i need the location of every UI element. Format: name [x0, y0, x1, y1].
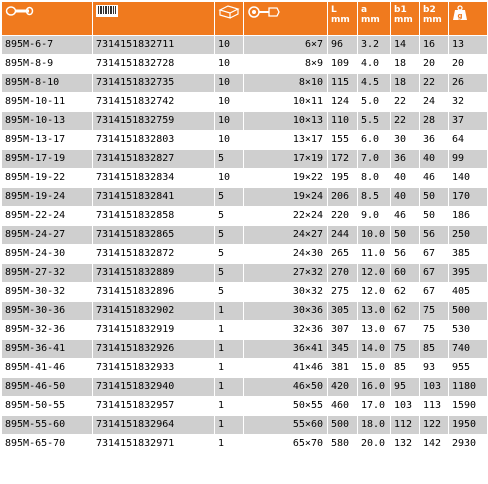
header-b1: [391, 2, 420, 36]
cell-size: 30×36: [244, 302, 328, 321]
cell-b1: 112: [391, 416, 420, 435]
cell-b2: 142: [420, 435, 449, 454]
cell-b1: 40: [391, 169, 420, 188]
cell-pack-quantity: 10: [215, 131, 244, 150]
cell-part-number: 895M-24-30: [2, 245, 93, 264]
cell-ean: 7314151832919: [93, 321, 215, 340]
table-row: [2, 302, 488, 321]
cell-weight: 13: [449, 36, 488, 55]
cell-a: 20.0: [358, 435, 391, 454]
cell-pack-quantity: 1: [215, 359, 244, 378]
cell-a: 12.0: [358, 264, 391, 283]
cell-a: 4.5: [358, 74, 391, 93]
table-row: [2, 283, 488, 302]
cell-b2: 103: [420, 378, 449, 397]
cell-ean: 7314151832841: [93, 188, 215, 207]
cell-b1: 18: [391, 74, 420, 93]
barcode-icon: [96, 5, 214, 17]
table-row: [2, 112, 488, 131]
cell-weight: 395: [449, 264, 488, 283]
cell-pack-quantity: 10: [215, 112, 244, 131]
cell-weight: 186: [449, 207, 488, 226]
cell-ean: 7314151832940: [93, 378, 215, 397]
cell-length: 460: [328, 397, 358, 416]
cell-weight: 140: [449, 169, 488, 188]
cell-length: 265: [328, 245, 358, 264]
cell-size: 27×32: [244, 264, 328, 283]
svg-text:g: g: [457, 12, 463, 20]
cell-size: 24×27: [244, 226, 328, 245]
cell-ean: 7314151832889: [93, 264, 215, 283]
cell-b1: 50: [391, 226, 420, 245]
cell-b1: 67: [391, 321, 420, 340]
header-b1-label: b1: [394, 5, 407, 15]
table-row: [2, 264, 488, 283]
cell-pack-quantity: 5: [215, 264, 244, 283]
cell-weight: 1950: [449, 416, 488, 435]
cell-pack-quantity: 10: [215, 169, 244, 188]
cell-length: 155: [328, 131, 358, 150]
cell-part-number: 895M-17-19: [2, 150, 93, 169]
cell-length: 124: [328, 93, 358, 112]
cell-size: 46×50: [244, 378, 328, 397]
cell-a: 8.0: [358, 169, 391, 188]
cell-part-number: 895M-10-13: [2, 112, 93, 131]
table-row: [2, 93, 488, 112]
cell-length: 580: [328, 435, 358, 454]
cell-ean: 7314151832926: [93, 340, 215, 359]
cell-a: 16.0: [358, 378, 391, 397]
cell-a: 3.2: [358, 36, 391, 55]
cell-a: 5.0: [358, 93, 391, 112]
cell-pack-quantity: 1: [215, 378, 244, 397]
header-size: [244, 2, 328, 36]
cell-part-number: 895M-13-17: [2, 131, 93, 150]
cell-a: 12.0: [358, 283, 391, 302]
cell-weight: 2930: [449, 435, 488, 454]
cell-ean: 7314151832827: [93, 150, 215, 169]
cell-a: 13.0: [358, 321, 391, 340]
cell-part-number: 895M-65-70: [2, 435, 93, 454]
cell-part-number: 895M-32-36: [2, 321, 93, 340]
cell-length: 345: [328, 340, 358, 359]
cell-b2: 67: [420, 264, 449, 283]
cell-a: 6.0: [358, 131, 391, 150]
cell-length: 270: [328, 264, 358, 283]
cell-ean: 7314151832735: [93, 74, 215, 93]
cell-a: 7.0: [358, 150, 391, 169]
cell-a: 18.0: [358, 416, 391, 435]
cell-length: 307: [328, 321, 358, 340]
cell-pack-quantity: 5: [215, 226, 244, 245]
cell-ean: 7314151832933: [93, 359, 215, 378]
cell-a: 10.0: [358, 226, 391, 245]
cell-pack-quantity: 10: [215, 93, 244, 112]
table-row: [2, 378, 488, 397]
table-row: [2, 397, 488, 416]
header-a-label: a: [361, 5, 368, 15]
cell-a: 11.0: [358, 245, 391, 264]
cell-a: 14.0: [358, 340, 391, 359]
cell-length: 420: [328, 378, 358, 397]
header-length: [328, 2, 358, 36]
cell-pack-quantity: 5: [215, 188, 244, 207]
cell-part-number: 895M-19-24: [2, 188, 93, 207]
cell-b2: 75: [420, 321, 449, 340]
cell-ean: 7314151832865: [93, 226, 215, 245]
cell-part-number: 895M-46-50: [2, 378, 93, 397]
cell-b1: 36: [391, 150, 420, 169]
cell-b2: 28: [420, 112, 449, 131]
cell-size: 32×36: [244, 321, 328, 340]
cell-b2: 85: [420, 340, 449, 359]
cell-pack-quantity: 5: [215, 207, 244, 226]
table-row: [2, 321, 488, 340]
cell-b2: 40: [420, 150, 449, 169]
header-a: [358, 2, 391, 36]
header-length-label: L: [331, 5, 337, 15]
header-pack-quantity: [215, 2, 244, 36]
cell-b1: 62: [391, 302, 420, 321]
table-row: [2, 435, 488, 454]
table-row: [2, 416, 488, 435]
cell-pack-quantity: 10: [215, 55, 244, 74]
cell-weight: 1590: [449, 397, 488, 416]
header-b2-label: b2: [423, 5, 436, 15]
cell-b2: 20: [420, 55, 449, 74]
cell-b1: 22: [391, 93, 420, 112]
cell-length: 110: [328, 112, 358, 131]
cell-b1: 14: [391, 36, 420, 55]
cell-weight: 385: [449, 245, 488, 264]
cell-pack-quantity: 1: [215, 302, 244, 321]
cell-pack-quantity: 10: [215, 74, 244, 93]
cell-b2: 56: [420, 226, 449, 245]
cell-ean: 7314151832759: [93, 112, 215, 131]
cell-b2: 67: [420, 245, 449, 264]
cell-ean: 7314151832711: [93, 36, 215, 55]
header-ean: [93, 2, 215, 36]
cell-b1: 22: [391, 112, 420, 131]
cell-b2: 93: [420, 359, 449, 378]
cell-size: 17×19: [244, 150, 328, 169]
cell-weight: 405: [449, 283, 488, 302]
cell-weight: 250: [449, 226, 488, 245]
cell-b2: 67: [420, 283, 449, 302]
cell-b2: 50: [420, 207, 449, 226]
header-b2: [420, 2, 449, 36]
cell-b1: 62: [391, 283, 420, 302]
table-row: [2, 169, 488, 188]
table-row: [2, 207, 488, 226]
cell-length: 195: [328, 169, 358, 188]
cell-length: 381: [328, 359, 358, 378]
cell-size: 24×30: [244, 245, 328, 264]
header-a-unit: mm: [361, 15, 380, 25]
cell-size: 8×9: [244, 55, 328, 74]
wrench-icon: [5, 5, 92, 17]
product-specs-table: [1, 1, 488, 454]
cell-b2: 24: [420, 93, 449, 112]
cell-length: 220: [328, 207, 358, 226]
cell-part-number: 895M-8-10: [2, 74, 93, 93]
cell-b1: 30: [391, 131, 420, 150]
cell-part-number: 895M-30-36: [2, 302, 93, 321]
cell-part-number: 895M-24-27: [2, 226, 93, 245]
cell-b1: 46: [391, 207, 420, 226]
cell-b1: 40: [391, 188, 420, 207]
cell-pack-quantity: 5: [215, 283, 244, 302]
cell-pack-quantity: 5: [215, 245, 244, 264]
cell-ean: 7314151832971: [93, 435, 215, 454]
cell-a: 4.0: [358, 55, 391, 74]
cell-pack-quantity: 1: [215, 416, 244, 435]
cell-pack-quantity: 5: [215, 150, 244, 169]
cell-b2: 122: [420, 416, 449, 435]
cell-b2: 36: [420, 131, 449, 150]
cell-ean: 7314151832902: [93, 302, 215, 321]
cell-length: 96: [328, 36, 358, 55]
cell-size: 8×10: [244, 74, 328, 93]
cell-size: 19×22: [244, 169, 328, 188]
cell-b2: 50: [420, 188, 449, 207]
cell-ean: 7314151832957: [93, 397, 215, 416]
cell-b2: 16: [420, 36, 449, 55]
cell-weight: 955: [449, 359, 488, 378]
cell-size: 6×7: [244, 36, 328, 55]
header-b2-unit: mm: [423, 15, 442, 25]
cell-length: 275: [328, 283, 358, 302]
table-row: [2, 36, 488, 55]
header-b1-unit: mm: [394, 15, 413, 25]
table-row: [2, 150, 488, 169]
cell-b1: 95: [391, 378, 420, 397]
cell-length: 172: [328, 150, 358, 169]
cell-pack-quantity: 1: [215, 397, 244, 416]
cell-size: 19×24: [244, 188, 328, 207]
cell-weight: 500: [449, 302, 488, 321]
table-row: [2, 74, 488, 93]
cell-weight: 1180: [449, 378, 488, 397]
cell-weight: 99: [449, 150, 488, 169]
cell-weight: 64: [449, 131, 488, 150]
cell-ean: 7314151832896: [93, 283, 215, 302]
size-wrench-icon: [247, 5, 327, 19]
cell-b1: 85: [391, 359, 420, 378]
cell-weight: 26: [449, 74, 488, 93]
cell-length: 305: [328, 302, 358, 321]
cell-b2: 113: [420, 397, 449, 416]
cell-b2: 46: [420, 169, 449, 188]
cell-part-number: 895M-27-32: [2, 264, 93, 283]
cell-weight: 530: [449, 321, 488, 340]
cell-size: 55×60: [244, 416, 328, 435]
cell-a: 17.0: [358, 397, 391, 416]
cell-length: 206: [328, 188, 358, 207]
product-table-container: [1, 1, 477, 483]
cell-length: 500: [328, 416, 358, 435]
cell-a: 5.5: [358, 112, 391, 131]
header-part-number: [2, 2, 93, 36]
cell-length: 244: [328, 226, 358, 245]
cell-part-number: 895M-10-11: [2, 93, 93, 112]
cell-b2: 22: [420, 74, 449, 93]
cell-ean: 7314151832728: [93, 55, 215, 74]
cell-b1: 132: [391, 435, 420, 454]
cell-ean: 7314151832964: [93, 416, 215, 435]
header-length-unit: mm: [331, 15, 350, 25]
cell-part-number: 895M-22-24: [2, 207, 93, 226]
cell-b1: 60: [391, 264, 420, 283]
cell-part-number: 895M-55-60: [2, 416, 93, 435]
table-row: [2, 55, 488, 74]
cell-size: 50×55: [244, 397, 328, 416]
cell-weight: 20: [449, 55, 488, 74]
cell-size: 36×41: [244, 340, 328, 359]
cell-part-number: 895M-50-55: [2, 397, 93, 416]
table-row: [2, 245, 488, 264]
cell-size: 30×32: [244, 283, 328, 302]
cell-ean: 7314151832803: [93, 131, 215, 150]
cell-pack-quantity: 10: [215, 36, 244, 55]
cell-size: 41×46: [244, 359, 328, 378]
cell-a: 15.0: [358, 359, 391, 378]
cell-part-number: 895M-41-46: [2, 359, 93, 378]
cell-size: 10×13: [244, 112, 328, 131]
cell-ean: 7314151832858: [93, 207, 215, 226]
cell-weight: 32: [449, 93, 488, 112]
cell-part-number: 895M-8-9: [2, 55, 93, 74]
cell-length: 109: [328, 55, 358, 74]
cell-b1: 56: [391, 245, 420, 264]
cell-weight: 740: [449, 340, 488, 359]
cell-b2: 75: [420, 302, 449, 321]
table-row: [2, 131, 488, 150]
cell-size: 65×70: [244, 435, 328, 454]
cell-a: 13.0: [358, 302, 391, 321]
cell-size: 13×17: [244, 131, 328, 150]
cell-ean: 7314151832872: [93, 245, 215, 264]
cell-size: 10×11: [244, 93, 328, 112]
cell-part-number: 895M-19-22: [2, 169, 93, 188]
cell-size: 22×24: [244, 207, 328, 226]
cell-a: 9.0: [358, 207, 391, 226]
cell-ean: 7314151832742: [93, 93, 215, 112]
weight-icon: [452, 5, 487, 21]
cell-b1: 103: [391, 397, 420, 416]
table-row: [2, 340, 488, 359]
cell-part-number: 895M-36-41: [2, 340, 93, 359]
cell-length: 115: [328, 74, 358, 93]
table-row: [2, 188, 488, 207]
header-weight: [449, 2, 488, 36]
cell-pack-quantity: 1: [215, 435, 244, 454]
cell-a: 8.5: [358, 188, 391, 207]
cell-part-number: 895M-30-32: [2, 283, 93, 302]
cell-weight: 37: [449, 112, 488, 131]
pack-quantity-icon: [218, 5, 243, 19]
cell-b1: 18: [391, 55, 420, 74]
table-header-row: [2, 2, 488, 36]
cell-pack-quantity: 1: [215, 340, 244, 359]
cell-ean: 7314151832834: [93, 169, 215, 188]
table-row: [2, 359, 488, 378]
table-row: [2, 226, 488, 245]
cell-weight: 170: [449, 188, 488, 207]
cell-b1: 75: [391, 340, 420, 359]
cell-pack-quantity: 1: [215, 321, 244, 340]
cell-part-number: 895M-6-7: [2, 36, 93, 55]
